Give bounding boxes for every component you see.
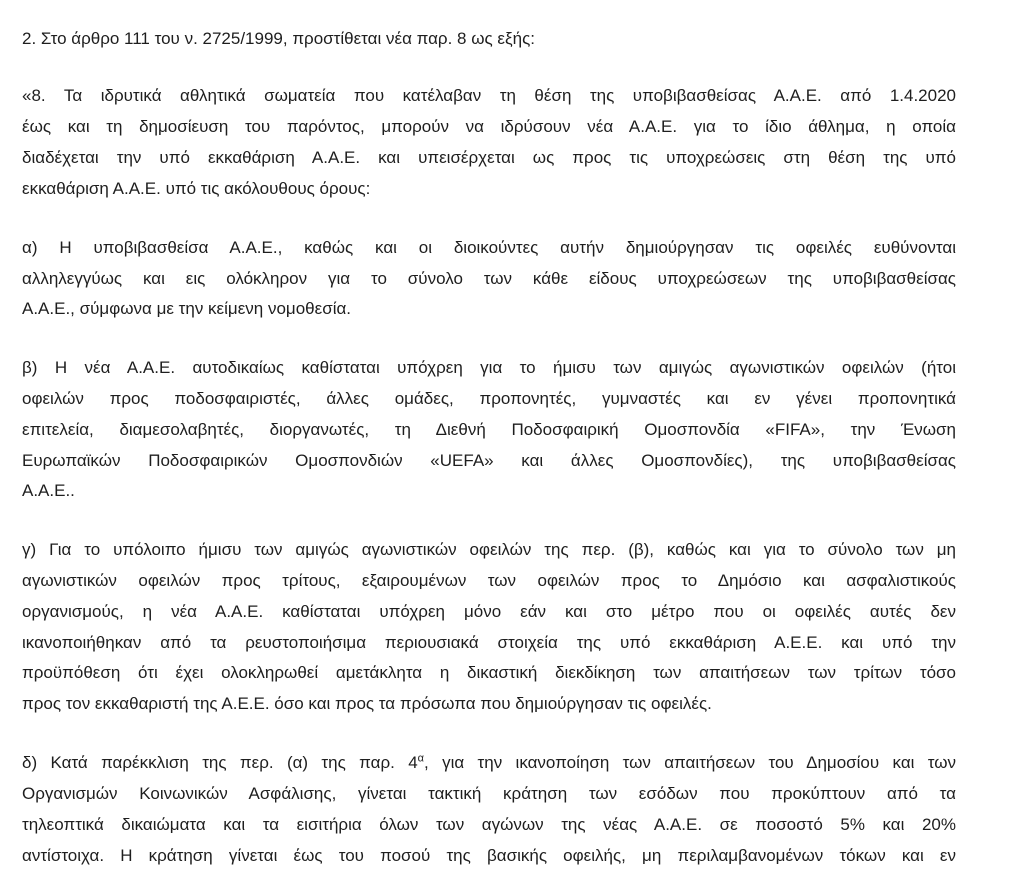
text-line: α) Η υποβιβασθείσα Α.Α.Ε., καθώς και οι διοικούντες αυτήν δημιούργησαν τις οφειλές ευθύνονται <box>22 238 956 257</box>
text-line: β) Η νέα Α.Α.Ε. αυτοδικαίως καθίσταται υπόχρεη για το ήμισυ των αμιγώς αγωνιστικών οφειλών (ήτοι <box>22 358 956 377</box>
superscript: α <box>417 752 425 765</box>
text-line: γ) Για το υπόλοιπο ήμισυ των αμιγώς αγωνιστικών οφειλών της περ. (β), καθώς και για το σύνολο των μη <box>22 540 956 559</box>
section-heading: 2. Στο άρθρο 111 του ν. 2725/1999, προστίθεται νέα παρ. 8 ως εξής: <box>22 29 535 48</box>
text-run: δ) Κατά παρέκκλιση της περ. (α) της παρ. 4 <box>22 753 418 772</box>
text-line: διαδέχεται την υπό εκκαθάριση Α.Α.Ε. και υπεισέρχεται ως προς τις υποχρεώσεις στη θέση της υπό <box>22 148 956 167</box>
text-line: προς τον εκκαθαριστή της Α.Ε.Ε. όσο και προς τα πρόσωπα που δημιούργησαν τις οφειλές. <box>22 694 712 713</box>
text-line: αντίστοιχα. Η κράτηση γίνεται έως του ποσού της βασικής οφειλής, μη περιλαμβανομένων τόκων και εν <box>22 846 956 865</box>
text-line: «8. Τα ιδρυτικά αθλητικά σωματεία που κατέλαβαν τη θέση της υποβιβασθείσας Α.Α.Ε. από 1.4.2020 <box>22 86 956 105</box>
text-line: έως και τη δημοσίευση του παρόντος, μπορούν να ιδρύσουν νέα Α.Α.Ε. για το ίδιο άθλημα, η οποία <box>22 117 956 136</box>
text-line: Α.Α.Ε.. <box>22 481 75 500</box>
text-line: προϋπόθεση ότι έχει ολοκληρωθεί αμετάκλητα η δικαστική διεκδίκηση των απαιτήσεων των τρίτων τόσο <box>22 663 956 682</box>
text-line: οργανισμούς, η νέα Α.Α.Ε. καθίσταται υπόχρεη μόνο εάν και στο μέτρο που οι οφειλές αυτές δεν <box>22 602 956 621</box>
text-line: επιτελεία, διαμεσολαβητές, διοργανωτές, τη Διεθνή Ποδοσφαιρική Ομοσπονδία «FIFA», την Ένωση <box>22 420 956 439</box>
text-line: οφειλών προς ποδοσφαιριστές, άλλες ομάδες, προπονητές, γυμναστές και εν γένει προπονητικά <box>22 389 956 408</box>
text-line: Α.Α.Ε., σύμφωνα με την κείμενη νομοθεσία. <box>22 299 352 318</box>
text-run: , για την ικανοποίηση των απαιτήσεων του Δημοσίου και των <box>424 753 957 772</box>
text-line: εκκαθάριση Α.Α.Ε. υπό τις ακόλουθους όρους: <box>22 179 371 198</box>
text-line: αλληλεγγύως και εις ολόκληρον για το σύνολο των κάθε είδους υποχρεώσεων της υποβιβασθείσας <box>22 269 956 288</box>
text-line: ικανοποιήθηκαν από τα ρευστοποιήσιμα περιουσιακά στοιχεία της υπό εκκαθάριση Α.Ε.Ε. και υπό την <box>22 633 956 652</box>
text-line: αγωνιστικών οφειλών προς τρίτους, εξαιρουμένων των οφειλών προς το Δημόσιο και ασφαλιστικούς <box>22 571 956 590</box>
text-line <box>22 751 956 775</box>
text-line: τηλεοπτικά δικαιώματα και τα εισιτήρια όλων των αγώνων της νέας Α.Α.Ε. σε ποσοστό 5% και 20% <box>22 815 956 834</box>
text-line: Οργανισμών Κοινωνικών Ασφάλισης, γίνεται τακτική κράτηση των εσόδων που προκύπτουν από τα <box>22 784 956 803</box>
text-line: Ευρωπαϊκών Ποδοσφαιρικών Ομοσπονδιών «UEFA» και άλλες Ομοσπονδίες), της υποβιβασθείσας <box>22 451 956 470</box>
